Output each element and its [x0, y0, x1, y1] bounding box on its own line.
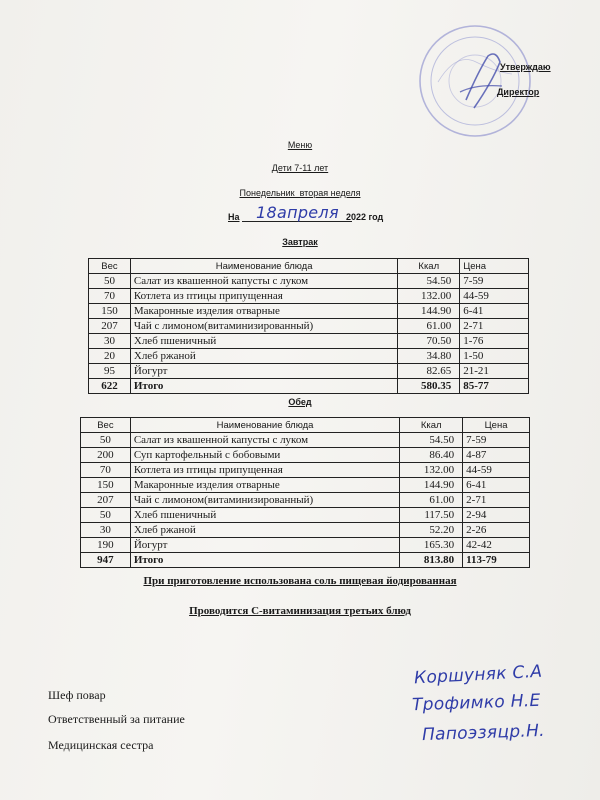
kcal-cell: 34.80 — [398, 349, 460, 364]
dish-name-cell: Салат из квашенной капусты с луком — [130, 274, 397, 289]
table-row — [89, 364, 529, 379]
signature-role-responsible: Ответственный за питание — [48, 712, 185, 726]
dish-name-cell: Хлеб ржаной — [130, 523, 399, 538]
price-cell: 6-41 — [460, 304, 529, 319]
menu-title: Меню — [287, 140, 313, 150]
salt-note: При приготовление использована соль пищевая йодированная — [143, 575, 457, 587]
price-cell: 44-59 — [460, 289, 529, 304]
kcal-cell: 144.90 — [400, 478, 463, 493]
vitamin-note: Проводится С-витаминизация третьих блюд — [189, 605, 411, 617]
age-group: Дети 7-11 лет — [271, 163, 329, 173]
dish-name-cell: Макаронные изделия отварные — [130, 304, 397, 319]
dish-name-cell: Хлеб пшеничный — [130, 334, 397, 349]
price-cell: 113-79 — [463, 553, 530, 568]
weight-cell: 95 — [89, 364, 131, 379]
dish-name-cell: Чай с лимоном(витаминизированный) — [130, 493, 399, 508]
column-name: Наименование блюда — [130, 259, 397, 274]
table-row — [81, 478, 530, 493]
table-total-row — [81, 553, 530, 568]
price-cell: 2-26 — [463, 523, 530, 538]
column-name: Наименование блюда — [130, 418, 399, 433]
table-row — [89, 319, 529, 334]
column-price: Цена — [463, 418, 530, 433]
signature-chef-handwritten: Коршуняк С.А — [413, 661, 543, 689]
table-row — [81, 433, 530, 448]
kcal-cell: 165.30 — [400, 538, 463, 553]
column-weight: Вес — [81, 418, 131, 433]
lunch-rows — [81, 433, 530, 568]
week-day: Понедельник вторая неделя — [239, 188, 361, 198]
weight-cell: 150 — [89, 304, 131, 319]
breakfast-table — [88, 258, 529, 394]
column-kcal: Ккал — [400, 418, 463, 433]
kcal-cell: 580.35 — [398, 379, 460, 394]
kcal-cell: 132.00 — [398, 289, 460, 304]
kcal-cell: 82.65 — [398, 364, 460, 379]
column-price: Цена — [460, 259, 529, 274]
table-header-row — [81, 418, 530, 433]
kcal-cell: 54.50 — [398, 274, 460, 289]
price-cell: 2-71 — [463, 493, 530, 508]
dish-name-cell: Котлета из птицы припущенная — [130, 463, 399, 478]
table-header-row — [89, 259, 529, 274]
weight-cell: 30 — [89, 334, 131, 349]
dish-name-cell: Чай с лимоном(витаминизированный) — [130, 319, 397, 334]
weight-cell: 200 — [81, 448, 131, 463]
weight-cell: 947 — [81, 553, 131, 568]
price-cell: 7-59 — [460, 274, 529, 289]
weight-cell: 190 — [81, 538, 131, 553]
price-cell: 85-77 — [460, 379, 529, 394]
lunch-table — [80, 417, 530, 568]
dish-name-cell: Салат из квашенной капусты с луком — [130, 433, 399, 448]
weight-cell: 622 — [89, 379, 131, 394]
price-cell: 2-71 — [460, 319, 529, 334]
price-cell: 1-50 — [460, 349, 529, 364]
director-label: Директор — [497, 87, 540, 97]
table-row — [81, 493, 530, 508]
dish-name-cell: Хлеб пшеничный — [130, 508, 399, 523]
price-cell: 42-42 — [463, 538, 530, 553]
year-label: 2022 год — [346, 212, 384, 222]
price-cell: 44-59 — [463, 463, 530, 478]
dish-name-cell: Йогурт — [130, 364, 397, 379]
column-kcal: Ккал — [398, 259, 460, 274]
price-cell: 21-21 — [460, 364, 529, 379]
dish-name-cell: Котлета из птицы припущенная — [130, 289, 397, 304]
table-row — [89, 349, 529, 364]
table-total-row — [89, 379, 529, 394]
weight-cell: 70 — [81, 463, 131, 478]
price-cell: 2-94 — [463, 508, 530, 523]
table-row — [81, 508, 530, 523]
weight-cell: 50 — [89, 274, 131, 289]
weight-cell: 20 — [89, 349, 131, 364]
signature-role-chef: Шеф повар — [48, 688, 106, 702]
weight-cell: 50 — [81, 508, 131, 523]
price-cell: 6-41 — [463, 478, 530, 493]
table-row — [89, 334, 529, 349]
table-row — [89, 304, 529, 319]
table-row — [81, 448, 530, 463]
breakfast-rows — [89, 274, 529, 394]
table-row — [89, 274, 529, 289]
table-row — [81, 523, 530, 538]
dish-name-cell: Итого — [130, 553, 399, 568]
lunch-title: Обед — [288, 397, 312, 407]
stamp-seal-icon — [416, 22, 534, 140]
table-row — [81, 463, 530, 478]
approval-label: Утверждаю — [500, 62, 551, 72]
kcal-cell: 54.50 — [400, 433, 463, 448]
weight-cell: 207 — [89, 319, 131, 334]
kcal-cell: 813.80 — [400, 553, 463, 568]
kcal-cell: 61.00 — [398, 319, 460, 334]
weight-cell: 207 — [81, 493, 131, 508]
signature-responsible-handwritten: Трофимко Н.Е — [411, 690, 541, 716]
price-cell: 1-76 — [460, 334, 529, 349]
weight-cell: 70 — [89, 289, 131, 304]
kcal-cell: 132.00 — [400, 463, 463, 478]
kcal-cell: 117.50 — [400, 508, 463, 523]
weight-cell: 30 — [81, 523, 131, 538]
weight-cell: 50 — [81, 433, 131, 448]
signature-nurse-handwritten: Папоэзяцр.Н. — [421, 720, 546, 746]
dish-name-cell: Итого — [130, 379, 397, 394]
dish-name-cell: Суп картофельный с бобовыми — [130, 448, 399, 463]
kcal-cell: 144.90 — [398, 304, 460, 319]
kcal-cell: 86.40 — [400, 448, 463, 463]
kcal-cell: 61.00 — [400, 493, 463, 508]
dish-name-cell: Хлеб ржаной — [130, 349, 397, 364]
date-handwritten: 18апреля — [256, 203, 339, 222]
kcal-cell: 52.20 — [400, 523, 463, 538]
date-prefix: На — [228, 212, 240, 222]
price-cell: 7-59 — [463, 433, 530, 448]
table-row — [81, 538, 530, 553]
signature-role-nurse: Медицинская сестра — [48, 738, 154, 752]
dish-name-cell: Йогурт — [130, 538, 399, 553]
table-row — [89, 289, 529, 304]
weight-cell: 150 — [81, 478, 131, 493]
kcal-cell: 70.50 — [398, 334, 460, 349]
column-weight: Вес — [89, 259, 131, 274]
price-cell: 4-87 — [463, 448, 530, 463]
breakfast-title: Завтрак — [282, 237, 318, 247]
dish-name-cell: Макаронные изделия отварные — [130, 478, 399, 493]
